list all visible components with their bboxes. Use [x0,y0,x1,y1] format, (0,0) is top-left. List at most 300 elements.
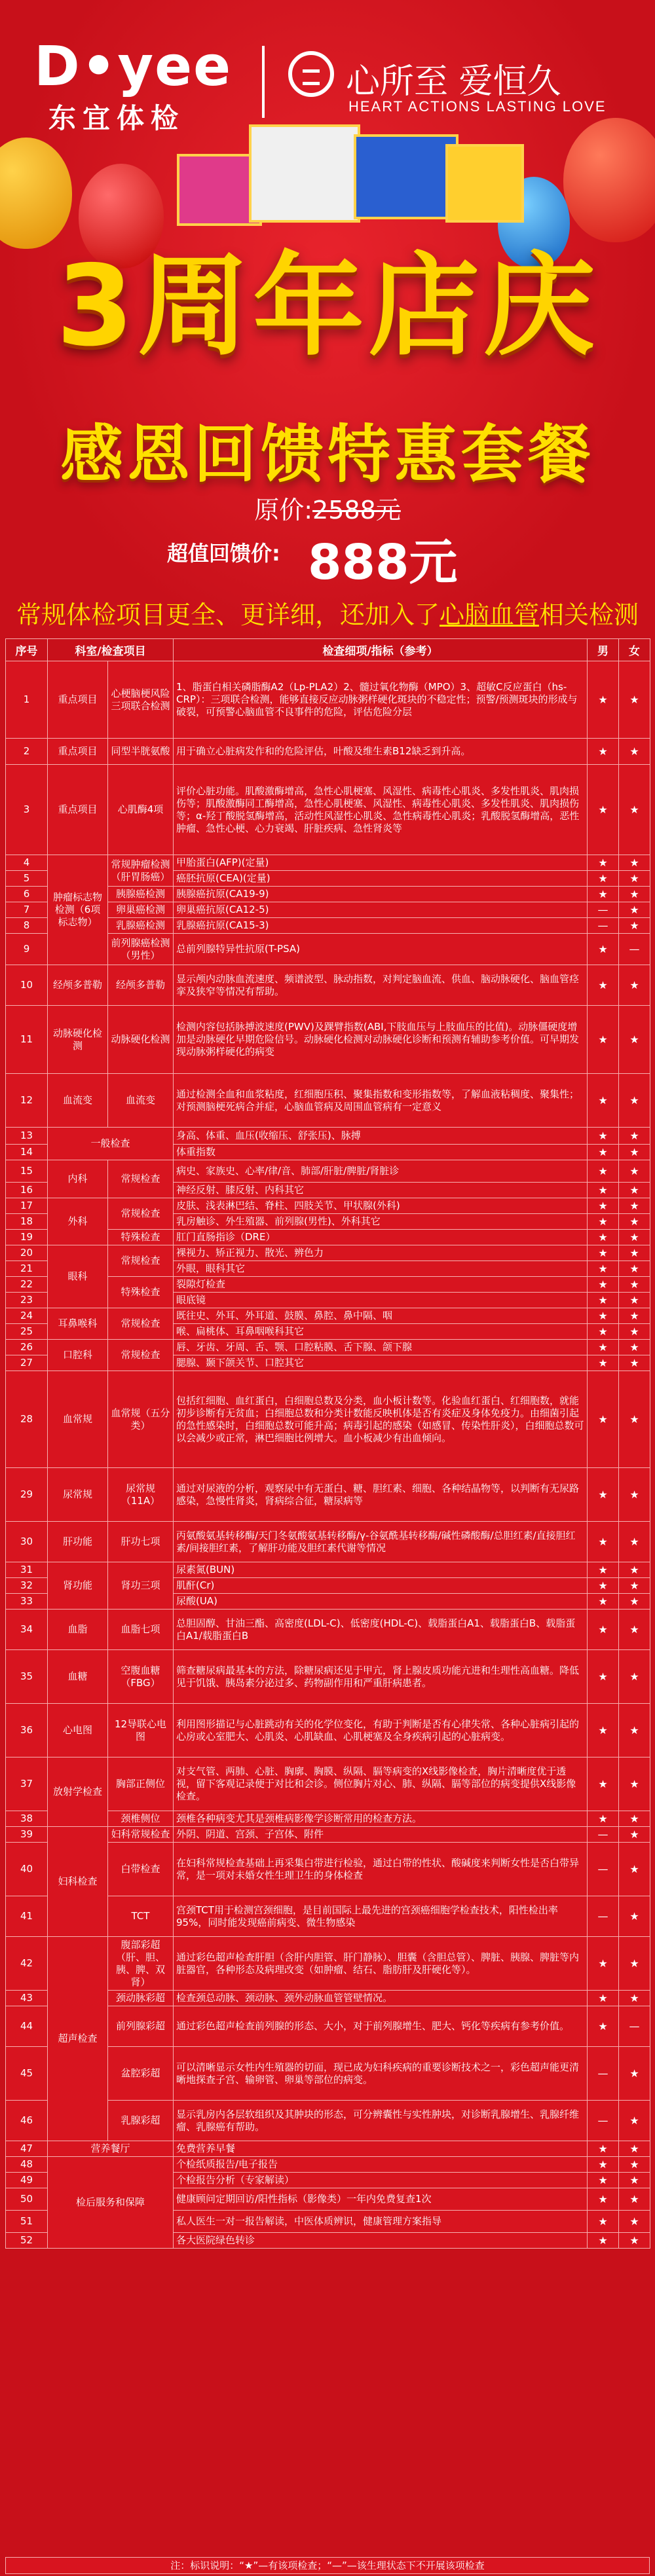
row-department: 重点项目 [48,739,108,765]
row-number: 18 [6,1214,48,1230]
table-row [6,1160,650,1183]
deal-price-label: 超值回馈价: [167,541,280,566]
row-male-mark: — [588,1843,619,1896]
table-row [6,1468,650,1522]
row-female-mark: — [619,2006,650,2047]
row-male-mark: ★ [588,1214,619,1230]
row-female-mark: ★ [619,1261,650,1277]
row-department: 检后服务和保障 [48,2157,174,2249]
row-male-mark: ★ [588,1704,619,1757]
row-check-item: 经颅多普勒 [108,965,174,1006]
row-number: 52 [6,2233,48,2249]
row-description: 通过彩色超声检查肝胆（含肝内胆管、肝门静脉）、胆囊（含胆总管）、脾脏、胰腺、脾脏等内脏器官，各种形态及病理改变（如肿瘤、结石、脂肪肝及肝硬化等）。 [174,1937,588,1991]
row-number: 12 [6,1074,48,1128]
row-description: 各大医院绿色转诊 [174,2233,588,2249]
row-number: 46 [6,2101,48,2141]
row-male-mark: ★ [588,2233,619,2249]
row-male-mark: ★ [588,2141,619,2157]
row-female-mark: ★ [619,855,650,871]
row-department: 血糖 [48,1650,108,1704]
row-female-mark: ★ [619,871,650,887]
gift-box-icon [445,144,524,223]
row-number: 10 [6,965,48,1006]
row-number: 38 [6,1811,48,1827]
row-check-item: 胸部正侧位 [108,1757,174,1811]
row-description: 检测内容包括脉搏波速度(PWV)及踝臂指数(ABI,下肢血压与上肢血压的比值)。动脉僵硬度增加是动脉硬化早期危险信号。动脉硬化检测对动脉硬化诊断和预测有辅助参考价值。可早期发现动脉粥样硬化的病变 [174,1006,588,1074]
original-price-label: 原价: [254,496,313,524]
row-description: 唇、牙齿、牙周、舌、颚、口腔粘膜、舌下腺、颌下腺 [174,1340,588,1355]
row-male-mark: — [588,1896,619,1937]
row-female-mark: ★ [619,1991,650,2006]
header-male: 男 [588,639,619,661]
row-number: 2 [6,739,48,765]
row-number: 21 [6,1261,48,1277]
row-male-mark: ★ [588,1230,619,1245]
row-female-mark: ★ [619,1594,650,1610]
row-number: 34 [6,1610,48,1650]
table-row [6,1610,650,1650]
row-check-item: 常规检查 [108,1340,174,1371]
row-description: 喉、扁桃体、耳鼻咽喉科其它 [174,1324,588,1340]
row-male-mark: ★ [588,1198,619,1214]
row-check-item: 常规检查 [108,1308,174,1340]
row-number: 24 [6,1308,48,1324]
row-female-mark: ★ [619,1293,650,1308]
row-description: 尿酸(UA) [174,1594,588,1610]
subheading-post: 相关检测 [539,600,639,629]
row-female-mark: ★ [619,1324,650,1340]
row-check-item: 前列腺癌检测（男性） [108,934,174,965]
row-description: 筛查糖尿病最基本的方法，除糖尿病还见于甲亢，肾上腺皮质功能亢进和生理性高血糖。降低见于饥饿、胰岛素分泌过多、药物副作用和严重肝病患者。 [174,1650,588,1704]
row-female-mark: ★ [619,887,650,902]
partner-slogan-en: HEART ACTIONS LASTING LOVE [348,98,607,115]
row-check-item: 前列腺彩超 [108,2006,174,2047]
deal-price-value: 888元 [308,534,458,591]
row-check-item: 卵巢癌检测 [108,902,174,918]
row-male-mark: ★ [588,1006,619,1074]
row-description: 眼底镜 [174,1293,588,1308]
row-male-mark: ★ [588,871,619,887]
table-row [6,1308,650,1324]
row-male-mark: ★ [588,1650,619,1704]
row-number: 17 [6,1198,48,1214]
row-female-mark: ★ [619,1371,650,1468]
table-header-row [6,639,650,661]
row-number: 31 [6,1562,48,1578]
row-description: 包括红细胞、血红蛋白，白细胞总数及分类，血小板计数等。化验血红蛋白、红细胞数，就能初步诊断有无贫血；白细胞总数和分类计数能反映机体是否有炎症及身体免疫力。由细菌引起的急性感染时，白细胞总数可能升高；病毒引起的感染（如感冒、传染性肝炎），白细胞总数可以会减少或正常，淋巴细胞比例增大。血小板减少有出血倾向。 [174,1371,588,1468]
row-female-mark: ★ [619,1006,650,1074]
original-price [0,490,655,526]
row-check-item: 腹部彩超（肝、胆、胰、脾、双肾） [108,1937,174,1991]
row-check-item: 白带检查 [108,1843,174,1896]
row-check-item: 12导联心电图 [108,1704,174,1757]
row-male-mark: ★ [588,1261,619,1277]
row-department: 重点项目 [48,661,108,739]
row-male-mark: ★ [588,739,619,765]
row-male-mark: ★ [588,2173,619,2188]
row-number: 8 [6,918,48,934]
row-check-item: 常规检查 [108,1245,174,1277]
row-female-mark: ★ [619,1843,650,1896]
row-female-mark: ★ [619,1277,650,1293]
row-male-mark: ★ [588,1324,619,1340]
package-subheading [0,595,655,631]
table-row [6,661,650,739]
header-no: 序号 [6,639,48,661]
row-number: 5 [6,871,48,887]
row-description: 对支气管、两肺、心脏、胸廓、胸膜、纵隔、膈等病变的X线影像检查，胸片清晰度优于透视，留下客观记录便于对比和会诊。侧位胸片对心、肺、纵隔、膈等部位的病变提供X线影像检查。 [174,1757,588,1811]
row-male-mark: ★ [588,1811,619,1827]
row-department: 肾功能 [48,1562,108,1610]
row-male-mark: ★ [588,2188,619,2211]
brand-name-cn: 东宜体检 [48,102,185,134]
row-description: 既往史、外耳、外耳道、鼓膜、鼻腔、鼻中隔、咽 [174,1308,588,1324]
row-department: 放射学检查 [48,1757,108,1827]
row-description: 颈椎各种病变尤其是颈椎病影像学诊断常用的检查方法。 [174,1811,588,1827]
table-row [6,1704,650,1757]
row-male-mark: ★ [588,1245,619,1261]
row-department: 动脉硬化检测 [48,1006,108,1074]
row-female-mark: ★ [619,2173,650,2188]
row-check-item: 空腹血糖（FBG） [108,1650,174,1704]
table-row [6,1074,650,1128]
gift-box-icon [249,124,360,223]
original-price-value: 2588元 [312,496,401,524]
row-number: 7 [6,902,48,918]
row-number: 48 [6,2157,48,2173]
anniversary-title: 3周年店庆 [56,242,599,371]
row-number: 27 [6,1355,48,1371]
row-check-item: 血流变 [108,1074,174,1128]
row-number: 35 [6,1650,48,1704]
row-description: 丙氨酸氨基转移酶/天门冬氨酸氨基转移酶/γ-谷氨酰基转移酶/碱性磷酸酶/总胆红素/直接胆红素/间接胆红素，了解肝功能及胆红素代谢等情况 [174,1522,588,1562]
row-male-mark: ★ [588,965,619,1006]
header-dept: 科室/检查项目 [48,639,174,661]
row-description: 裸视力、矫正视力、散光、辨色力 [174,1245,588,1261]
row-male-mark: ★ [588,887,619,902]
row-description: 免费营养早餐 [174,2141,588,2157]
row-male-mark: ★ [588,2006,619,2047]
row-number: 20 [6,1245,48,1261]
table-row [6,1340,650,1355]
row-check-item: 盆腔彩超 [108,2047,174,2101]
table-row [6,1006,650,1074]
row-description: 尿素氮(BUN) [174,1562,588,1578]
row-male-mark: — [588,918,619,934]
row-number: 47 [6,2141,48,2157]
row-check-item: 肝功七项 [108,1522,174,1562]
row-female-mark: ★ [619,765,650,855]
row-male-mark: ★ [588,1610,619,1650]
row-male-mark: ★ [588,1991,619,2006]
row-department: 口腔科 [48,1340,108,1371]
row-female-mark: ★ [619,1937,650,1991]
row-male-mark: ★ [588,1277,619,1293]
row-number: 44 [6,2006,48,2047]
row-number: 13 [6,1128,48,1145]
row-female-mark: ★ [619,1198,650,1214]
row-female-mark: — [619,934,650,965]
row-description: 评价心脏功能。肌酸激酶增高，急性心肌梗塞、风湿性、病毒性心肌炎、多发性肌炎、肌肉损伤等；肌酸激酶同工酶增高，急性心肌梗塞、风湿性、病毒性心肌炎、多发性肌炎、肌肉损伤等；α-羟丁酸脱氢酶增高，活动性风湿性心肌炎、急性病毒性心肌炎；乳酸脱氢酶增高，恶性肿瘤、急性心梗、心力衰竭、肝脏疾病、急性肾炎等 [174,765,588,855]
hero-banner [0,0,655,658]
row-female-mark: ★ [619,739,650,765]
row-female-mark: ★ [619,1468,650,1522]
row-description: 检查颈总动脉、颈动脉、颈外动脉血管管壁情况。 [174,1991,588,2006]
row-check-item: 心肌酶4项 [108,765,174,855]
row-female-mark: ★ [619,1610,650,1650]
subheading-highlight: 心脑血管 [439,600,539,629]
row-female-mark: ★ [619,2233,650,2249]
table-row [6,2157,650,2173]
row-description: 体重指数 [174,1145,588,1160]
table-row [6,1371,650,1468]
row-female-mark: ★ [619,2141,650,2157]
row-department: 耳鼻喉科 [48,1308,108,1340]
row-description: 显示乳房内各层软组织及其肿块的形态，可分辨囊性与实性肿块，对诊断乳腺增生、乳腺纤维瘤、乳腺癌有帮助。 [174,2101,588,2141]
row-description: 裂隙灯检查 [174,1277,588,1293]
row-department: 血常规 [48,1371,108,1468]
row-female-mark: ★ [619,1650,650,1704]
row-department: 心电图 [48,1704,108,1757]
table-row [6,1245,650,1261]
row-number: 9 [6,934,48,965]
row-female-mark: ★ [619,1896,650,1937]
row-number: 1 [6,661,48,739]
row-male-mark: ★ [588,2211,619,2233]
row-check-item: 常规检查 [108,1160,174,1198]
row-female-mark: ★ [619,1214,650,1230]
gift-box-icon [354,134,458,219]
row-female-mark: ★ [619,1160,650,1183]
table-row [6,1128,650,1145]
row-male-mark: ★ [588,1594,619,1610]
row-check-item: 特殊检查 [108,1277,174,1308]
row-female-mark: ★ [619,1757,650,1811]
row-description: 在妇科常规检查基础上再采集白带进行检验，通过白带的性状、酸碱度来判断女性是否白带异常，是一项对未婚女性生理卫生的身体检查 [174,1843,588,1896]
row-check-item: TCT [108,1896,174,1937]
row-number: 28 [6,1371,48,1468]
row-check-item: 常规肿瘤检测（肝胃肠癌） [108,855,174,887]
row-number: 40 [6,1843,48,1896]
row-check-item: 颈椎侧位 [108,1811,174,1827]
row-number: 43 [6,1991,48,2006]
package-title: 感恩回馈特惠套餐 [60,418,595,491]
row-description: 肌酐(Cr) [174,1578,588,1594]
row-description: 总前列腺特异性抗原(T-PSA) [174,934,588,965]
row-number: 22 [6,1277,48,1293]
row-description: 皮肤、浅表淋巴结、脊柱、四肢关节、甲状腺(外科) [174,1198,588,1214]
row-description: 肛门直肠指诊（DRE） [174,1230,588,1245]
checkup-items-table-wrap [5,638,650,2249]
header-female: 女 [619,639,650,661]
row-description: 1、脂蛋白相关磷脂酶A2（Lp-PLA2）2、髓过氧化物酶（MPO）3、超敏C反应蛋白（hs-CRP）：三项联合检测，能够直接反应动脉粥样硬化斑块的不稳定性；预警/预测斑块的形成与破裂，可预警心脑血管不良事件的危险，评估危险分层 [174,661,588,739]
row-female-mark: ★ [619,1308,650,1324]
row-female-mark: ★ [619,1128,650,1145]
legend-footnote: 注：标识说明：“★”—有该项检查；“—”—该生理状态下不开展该项检查 [5,2557,650,2574]
row-number: 32 [6,1578,48,1594]
row-check-item: 妇科常规检查 [108,1827,174,1843]
row-department: 内科 [48,1160,108,1198]
row-number: 50 [6,2188,48,2211]
row-female-mark: ★ [619,2157,650,2173]
row-female-mark: ★ [619,661,650,739]
row-number: 49 [6,2173,48,2188]
row-number: 3 [6,765,48,855]
row-female-mark: ★ [619,1827,650,1843]
row-number: 41 [6,1896,48,1937]
table-row [6,765,650,855]
row-male-mark: ★ [588,1128,619,1145]
row-number: 51 [6,2211,48,2233]
row-description: 甲胎蛋白(AFP)(定量) [174,855,588,871]
row-check-item: 血脂七项 [108,1610,174,1650]
row-male-mark: — [588,2101,619,2141]
row-female-mark: ★ [619,1183,650,1198]
row-description: 个检纸质报告/电子报告 [174,2157,588,2173]
row-description: 癌胚抗原(CEA)(定量) [174,871,588,887]
table-row [6,1650,650,1704]
row-number: 37 [6,1757,48,1811]
row-number: 16 [6,1183,48,1198]
row-number: 14 [6,1145,48,1160]
row-male-mark: ★ [588,1293,619,1308]
row-male-mark: ★ [588,1578,619,1594]
row-female-mark: ★ [619,2101,650,2141]
logo-divider [262,46,265,118]
row-male-mark: ★ [588,1371,619,1468]
partner-slogan-cn: 心所至 爱恒久 [346,62,561,101]
row-number: 39 [6,1827,48,1843]
row-male-mark: ★ [588,1145,619,1160]
row-male-mark: ★ [588,934,619,965]
table-row [6,1522,650,1562]
row-number: 42 [6,1937,48,1991]
row-department: 眼科 [48,1245,108,1308]
table-row [6,739,650,765]
row-department: 尿常规 [48,1468,108,1522]
row-check-item: 胰腺癌检测 [108,887,174,902]
row-description: 卵巢癌抗原(CA12-5) [174,902,588,918]
row-male-mark: ★ [588,1355,619,1371]
row-description: 神经反射、膝反射、内科其它 [174,1183,588,1198]
row-female-mark: ★ [619,1145,650,1160]
row-check-item: 颈动脉彩超 [108,1991,174,2006]
row-male-mark: ★ [588,1340,619,1355]
checkup-items-table [5,638,650,2249]
row-female-mark: ★ [619,1074,650,1128]
row-check-item: 血常规（五分类） [108,1371,174,1468]
row-number: 15 [6,1160,48,1183]
row-description: 胰腺癌抗原(CA19-9) [174,887,588,902]
row-female-mark: ★ [619,1578,650,1594]
header-desc: 检查细项/指标（参考） [174,639,588,661]
row-male-mark: ★ [588,855,619,871]
row-female-mark: ★ [619,2047,650,2101]
row-description: 身高、体重、血压(收缩压、舒张压)、脉搏 [174,1128,588,1145]
row-department: 血脂 [48,1610,108,1650]
row-number: 4 [6,855,48,871]
row-male-mark: — [588,902,619,918]
row-male-mark: ★ [588,1308,619,1324]
brand-logo: D•yee [34,34,233,98]
row-check-item: 肾功三项 [108,1562,174,1610]
row-check-item: 尿常规（11A） [108,1468,174,1522]
row-description: 通过检测全血和血浆粘度，红细胞压积、聚集指数和变形指数等，了解血液粘稠度、聚集性；对预测脑梗死病合并症，心脑血管病及周围血管病有一定意义 [174,1074,588,1128]
table-row [6,1757,650,1811]
row-number: 30 [6,1522,48,1562]
row-number: 29 [6,1468,48,1522]
row-male-mark: ★ [588,1757,619,1811]
row-number: 19 [6,1230,48,1245]
row-female-mark: ★ [619,1245,650,1261]
row-female-mark: ★ [619,902,650,918]
row-male-mark: ★ [588,2157,619,2173]
row-department: 血流变 [48,1074,108,1128]
subheading-pre: 常规体检项目更全、更详细，还加入了 [16,600,440,629]
row-description: 利用图形描记与心脏跳动有关的化学位变化，有助于判断是否有心律失常、各种心脏病引起的心房或心室肥大、心肌炎、心肌缺血、心肌梗塞及全身疾病引起的心脏病变。 [174,1704,588,1757]
row-female-mark: ★ [619,2211,650,2233]
row-check-item: 乳腺彩超 [108,2101,174,2141]
row-check-item: 心梗脑梗风险三项联合检测 [108,661,174,739]
row-check-item: 常规检查 [108,1198,174,1230]
row-description: 私人医生一对一报告解读，中医体质辨识，健康管理方案指导 [174,2211,588,2233]
table-row [6,1827,650,1843]
row-female-mark: ★ [619,1340,650,1355]
row-department: 肝功能 [48,1522,108,1562]
row-description: 病史、家族史、心率/律/音、肺部/肝脏/脾脏/肾脏诊 [174,1160,588,1183]
table-row [6,1198,650,1214]
row-number: 26 [6,1340,48,1355]
row-male-mark: ★ [588,661,619,739]
row-number: 11 [6,1006,48,1074]
row-description: 宫颈TCT用于检测宫颈细胞，是目前国际上最先进的宫颈癌细胞学检查技术，阳性检出率95%，同时能发现癌前病变、微生物感染 [174,1896,588,1937]
row-department: 外科 [48,1198,108,1245]
table-row [6,965,650,1006]
row-department: 肿瘤标志物检测（6项标志物） [48,855,108,965]
row-female-mark: ★ [619,1811,650,1827]
row-male-mark: ★ [588,1183,619,1198]
row-female-mark: ★ [619,1230,650,1245]
row-description: 通过对尿液的分析，观察尿中有无蛋白、糖、胆红素、细胞、各种结晶物等，以判断有无尿路感染，急慢性肾炎，肾病综合征，糖尿病等 [174,1468,588,1522]
row-description: 外眼，眼科其它 [174,1261,588,1277]
row-check-item: 同型半胱氨酸 [108,739,174,765]
table-row [6,1562,650,1578]
row-description: 总胆固醇、甘油三酯、高密度(LDL-C)、低密度(HDL-C)、载脂蛋白A1、载脂蛋白B、载脂蛋白A1/载脂蛋白B [174,1610,588,1650]
row-description: 显示颅内动脉血流速度、频谱波型、脉动指数，对判定脑血流、供血、脑动脉硬化、脑血管痉挛及狭窄等情况有帮助。 [174,965,588,1006]
table-row [6,855,650,871]
row-number: 6 [6,887,48,902]
row-number: 25 [6,1324,48,1340]
row-male-mark: ★ [588,1074,619,1128]
row-department: 一般检查 [48,1128,174,1160]
row-number: 23 [6,1293,48,1308]
row-description: 外阴、阴道、宫颈、子宫体、附件 [174,1827,588,1843]
table-row [6,1937,650,1991]
row-female-mark: ★ [619,965,650,1006]
row-male-mark: ★ [588,1468,619,1522]
row-number: 33 [6,1594,48,1610]
table-row [6,2141,650,2157]
row-description: 健康顾问定期回访/阳性指标（影像类）一年内免费复查1次 [174,2188,588,2211]
row-female-mark: ★ [619,2188,650,2211]
row-male-mark: — [588,2047,619,2101]
row-number: 45 [6,2047,48,2101]
row-department: 超声检查 [48,1937,108,2141]
row-male-mark: ★ [588,1160,619,1183]
row-male-mark: ★ [588,1562,619,1578]
row-description: 可以清晰显示女性内生殖器的切面，现已成为妇科疾病的重要诊断技术之一，彩色超声能更清晰地探查子宫、输卵管、卵巢等部位的病变。 [174,2047,588,2101]
row-description: 用于确立心脏病发作和的危险评估，叶酸及维生素B12缺乏到升高。 [174,739,588,765]
